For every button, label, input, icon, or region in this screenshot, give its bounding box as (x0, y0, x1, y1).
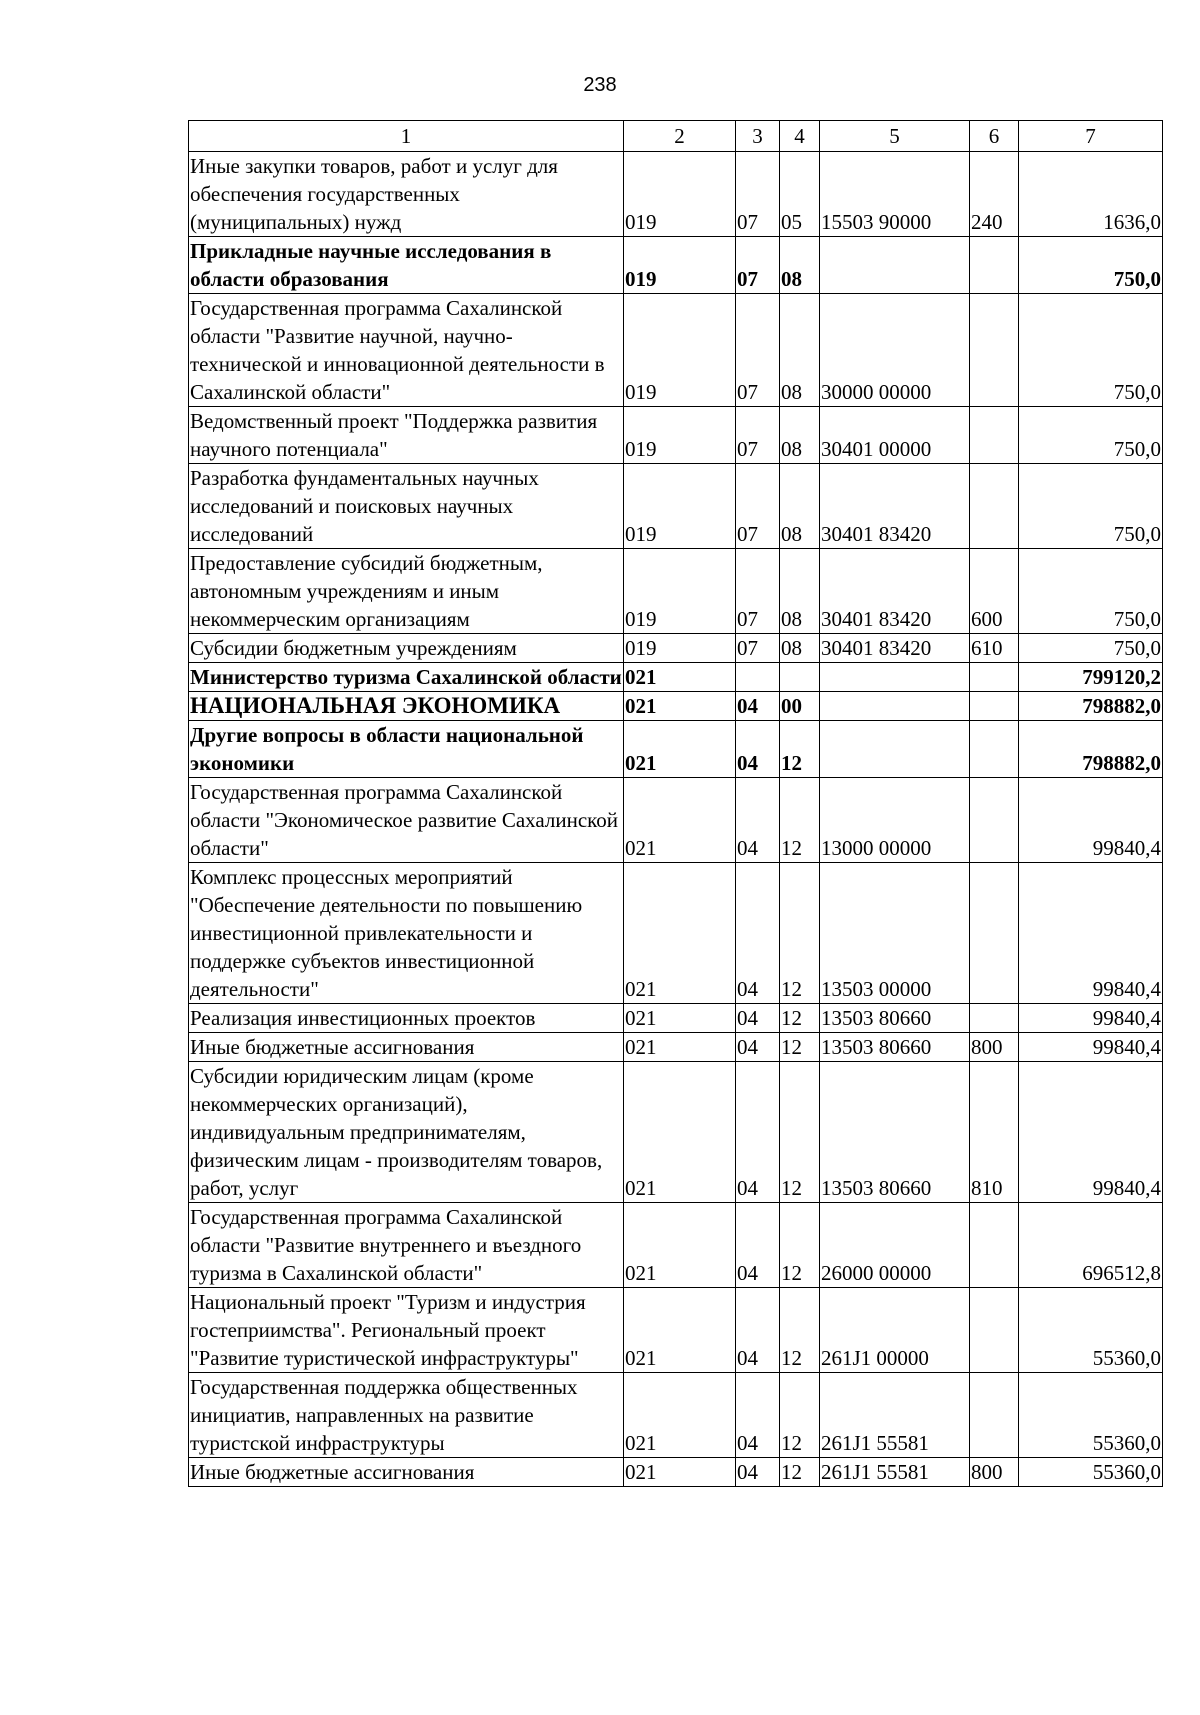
budget-table (188, 120, 1163, 1487)
section-code-cell: 04 (736, 721, 780, 778)
expense-type-cell (970, 863, 1019, 1004)
target-article-cell: 26000 00000 (820, 1203, 970, 1288)
section-code-cell: 04 (736, 1458, 780, 1487)
item-name-cell: Государственная поддержка общественных инициатив, направленных на развитие туристской инфраструктуры (189, 1373, 624, 1458)
target-article-cell: 30000 00000 (820, 294, 970, 407)
target-article-cell: 30401 83420 (820, 464, 970, 549)
item-name-cell: Реализация инвестиционных проектов (189, 1004, 624, 1033)
section-code-cell: 07 (736, 152, 780, 237)
target-article-cell: 13503 00000 (820, 863, 970, 1004)
target-article-cell (820, 692, 970, 721)
item-name-cell: Государственная программа Сахалинской области "Развитие внутреннего и въездного туризма в Сахалинской области" (189, 1203, 624, 1288)
admin-code-cell: 019 (624, 237, 736, 294)
admin-code-cell: 021 (624, 1203, 736, 1288)
table-row (189, 1004, 1163, 1033)
target-article-cell (820, 237, 970, 294)
table-row (189, 407, 1163, 464)
header-col-6: 6 (970, 121, 1019, 152)
amount-cell: 99840,4 (1019, 1033, 1163, 1062)
item-name-cell: Субсидии юридическим лицам (кроме некоммерческих организаций), индивидуальным предпринимателям, физическим лицам - производителям товаров, работ, услуг (189, 1062, 624, 1203)
table-row (189, 464, 1163, 549)
item-name-cell: Национальный проект "Туризм и индустрия гостеприимства". Региональный проект "Развитие туристической инфраструктуры" (189, 1288, 624, 1373)
amount-cell: 55360,0 (1019, 1458, 1163, 1487)
section-code-cell: 07 (736, 549, 780, 634)
admin-code-cell: 021 (624, 1004, 736, 1033)
section-code-cell: 04 (736, 1203, 780, 1288)
item-name-cell: Комплекс процессных мероприятий "Обеспечение деятельности по повышению инвестиционной привлекательности и поддержке субъектов инвестиционной деятельности" (189, 863, 624, 1004)
admin-code-cell: 019 (624, 549, 736, 634)
item-name-cell: Иные бюджетные ассигнования (189, 1458, 624, 1487)
subsection-code-cell: 08 (780, 407, 820, 464)
section-code-cell: 04 (736, 1373, 780, 1458)
amount-cell: 55360,0 (1019, 1288, 1163, 1373)
target-article-cell (820, 721, 970, 778)
admin-code-cell: 021 (624, 778, 736, 863)
admin-code-cell: 021 (624, 1062, 736, 1203)
expense-type-cell (970, 1288, 1019, 1373)
subsection-code-cell: 08 (780, 294, 820, 407)
amount-cell: 798882,0 (1019, 692, 1163, 721)
target-article-cell: 261J1 00000 (820, 1288, 970, 1373)
table-row (189, 1203, 1163, 1288)
subsection-code-cell: 08 (780, 237, 820, 294)
item-name-cell: Иные закупки товаров, работ и услуг для обеспечения государственных (муниципальных) нужд (189, 152, 624, 237)
table-row (189, 778, 1163, 863)
table-row (189, 152, 1163, 237)
header-col-4: 4 (780, 121, 820, 152)
amount-cell: 750,0 (1019, 549, 1163, 634)
expense-type-cell (970, 721, 1019, 778)
table-row (189, 721, 1163, 778)
expense-type-cell: 800 (970, 1458, 1019, 1487)
amount-cell: 99840,4 (1019, 778, 1163, 863)
expense-type-cell: 810 (970, 1062, 1019, 1203)
expense-type-cell (970, 237, 1019, 294)
subsection-code-cell: 12 (780, 1203, 820, 1288)
amount-cell: 1636,0 (1019, 152, 1163, 237)
section-code-cell: 04 (736, 1288, 780, 1373)
table-header (189, 121, 1163, 152)
section-code-cell: 07 (736, 407, 780, 464)
expense-type-cell (970, 294, 1019, 407)
item-name-cell: Государственная программа Сахалинской области "Экономическое развитие Сахалинской области" (189, 778, 624, 863)
header-row (189, 121, 1163, 152)
table-row (189, 692, 1163, 721)
admin-code-cell: 021 (624, 863, 736, 1004)
table-row (189, 634, 1163, 663)
amount-cell: 750,0 (1019, 464, 1163, 549)
target-article-cell: 30401 00000 (820, 407, 970, 464)
amount-cell: 99840,4 (1019, 1004, 1163, 1033)
expense-type-cell (970, 1373, 1019, 1458)
section-code-cell: 07 (736, 294, 780, 407)
target-article-cell: 30401 83420 (820, 634, 970, 663)
subsection-code-cell: 12 (780, 1062, 820, 1203)
subsection-code-cell: 08 (780, 634, 820, 663)
target-article-cell: 261J1 55581 (820, 1458, 970, 1487)
amount-cell: 750,0 (1019, 407, 1163, 464)
admin-code-cell: 019 (624, 464, 736, 549)
target-article-cell: 15503 90000 (820, 152, 970, 237)
expense-type-cell (970, 778, 1019, 863)
admin-code-cell: 021 (624, 1458, 736, 1487)
item-name-cell: НАЦИОНАЛЬНАЯ ЭКОНОМИКА (189, 692, 624, 721)
section-code-cell: 07 (736, 634, 780, 663)
subsection-code-cell: 00 (780, 692, 820, 721)
subsection-code-cell: 12 (780, 1033, 820, 1062)
admin-code-cell: 021 (624, 692, 736, 721)
amount-cell: 750,0 (1019, 237, 1163, 294)
subsection-code-cell: 12 (780, 778, 820, 863)
admin-code-cell: 021 (624, 1288, 736, 1373)
admin-code-cell: 021 (624, 721, 736, 778)
subsection-code-cell: 08 (780, 464, 820, 549)
amount-cell: 55360,0 (1019, 1373, 1163, 1458)
amount-cell: 799120,2 (1019, 663, 1163, 692)
section-code-cell: 07 (736, 464, 780, 549)
item-name-cell: Предоставление субсидий бюджетным, автономным учреждениям и иным некоммерческим организациям (189, 549, 624, 634)
table-row (189, 1033, 1163, 1062)
expense-type-cell: 600 (970, 549, 1019, 634)
subsection-code-cell: 12 (780, 1458, 820, 1487)
admin-code-cell: 021 (624, 1373, 736, 1458)
amount-cell: 99840,4 (1019, 1062, 1163, 1203)
item-name-cell: Субсидии бюджетным учреждениям (189, 634, 624, 663)
table-row (189, 1288, 1163, 1373)
item-name-cell: Прикладные научные исследования в области образования (189, 237, 624, 294)
subsection-code-cell: 12 (780, 721, 820, 778)
target-article-cell (820, 663, 970, 692)
section-code-cell: 04 (736, 692, 780, 721)
table-row (189, 663, 1163, 692)
header-col-2: 2 (624, 121, 736, 152)
expense-type-cell (970, 692, 1019, 721)
section-code-cell: 04 (736, 1062, 780, 1203)
item-name-cell: Разработка фундаментальных научных исследований и поисковых научных исследований (189, 464, 624, 549)
section-code-cell: 04 (736, 863, 780, 1004)
admin-code-cell: 019 (624, 634, 736, 663)
subsection-code-cell (780, 663, 820, 692)
amount-cell: 798882,0 (1019, 721, 1163, 778)
item-name-cell: Государственная программа Сахалинской области "Развитие научной, научно-технической и инновационной деятельности в Сахалинской области" (189, 294, 624, 407)
expense-type-cell: 610 (970, 634, 1019, 663)
table-row (189, 549, 1163, 634)
amount-cell: 750,0 (1019, 634, 1163, 663)
amount-cell: 99840,4 (1019, 863, 1163, 1004)
expense-type-cell: 240 (970, 152, 1019, 237)
target-article-cell: 13000 00000 (820, 778, 970, 863)
amount-cell: 696512,8 (1019, 1203, 1163, 1288)
target-article-cell: 13503 80660 (820, 1033, 970, 1062)
admin-code-cell: 019 (624, 294, 736, 407)
table-row (189, 1458, 1163, 1487)
item-name-cell: Другие вопросы в области национальной экономики (189, 721, 624, 778)
admin-code-cell: 021 (624, 1033, 736, 1062)
admin-code-cell: 019 (624, 152, 736, 237)
item-name-cell: Министерство туризма Сахалинской области (189, 663, 624, 692)
target-article-cell: 261J1 55581 (820, 1373, 970, 1458)
subsection-code-cell: 12 (780, 1373, 820, 1458)
expense-type-cell: 800 (970, 1033, 1019, 1062)
header-col-7: 7 (1019, 121, 1163, 152)
subsection-code-cell: 05 (780, 152, 820, 237)
target-article-cell: 30401 83420 (820, 549, 970, 634)
section-code-cell: 04 (736, 1033, 780, 1062)
table-row (189, 1062, 1163, 1203)
table-body (189, 152, 1163, 1487)
item-name-cell: Иные бюджетные ассигнования (189, 1033, 624, 1062)
table-row (189, 294, 1163, 407)
expense-type-cell (970, 1004, 1019, 1033)
page-number: 238 (583, 74, 617, 96)
table-row (189, 237, 1163, 294)
expense-type-cell (970, 663, 1019, 692)
subsection-code-cell: 12 (780, 1004, 820, 1033)
section-code-cell: 04 (736, 778, 780, 863)
header-col-3: 3 (736, 121, 780, 152)
expense-type-cell (970, 407, 1019, 464)
target-article-cell: 13503 80660 (820, 1004, 970, 1033)
section-code-cell (736, 663, 780, 692)
subsection-code-cell: 08 (780, 549, 820, 634)
table-row (189, 863, 1163, 1004)
admin-code-cell: 021 (624, 663, 736, 692)
section-code-cell: 07 (736, 237, 780, 294)
section-code-cell: 04 (736, 1004, 780, 1033)
subsection-code-cell: 12 (780, 863, 820, 1004)
admin-code-cell: 019 (624, 407, 736, 464)
expense-type-cell (970, 464, 1019, 549)
subsection-code-cell: 12 (780, 1288, 820, 1373)
amount-cell: 750,0 (1019, 294, 1163, 407)
expense-type-cell (970, 1203, 1019, 1288)
item-name-cell: Ведомственный проект "Поддержка развития научного потенциала" (189, 407, 624, 464)
header-col-1: 1 (189, 121, 624, 152)
header-col-5: 5 (820, 121, 970, 152)
table-row (189, 1373, 1163, 1458)
target-article-cell: 13503 80660 (820, 1062, 970, 1203)
